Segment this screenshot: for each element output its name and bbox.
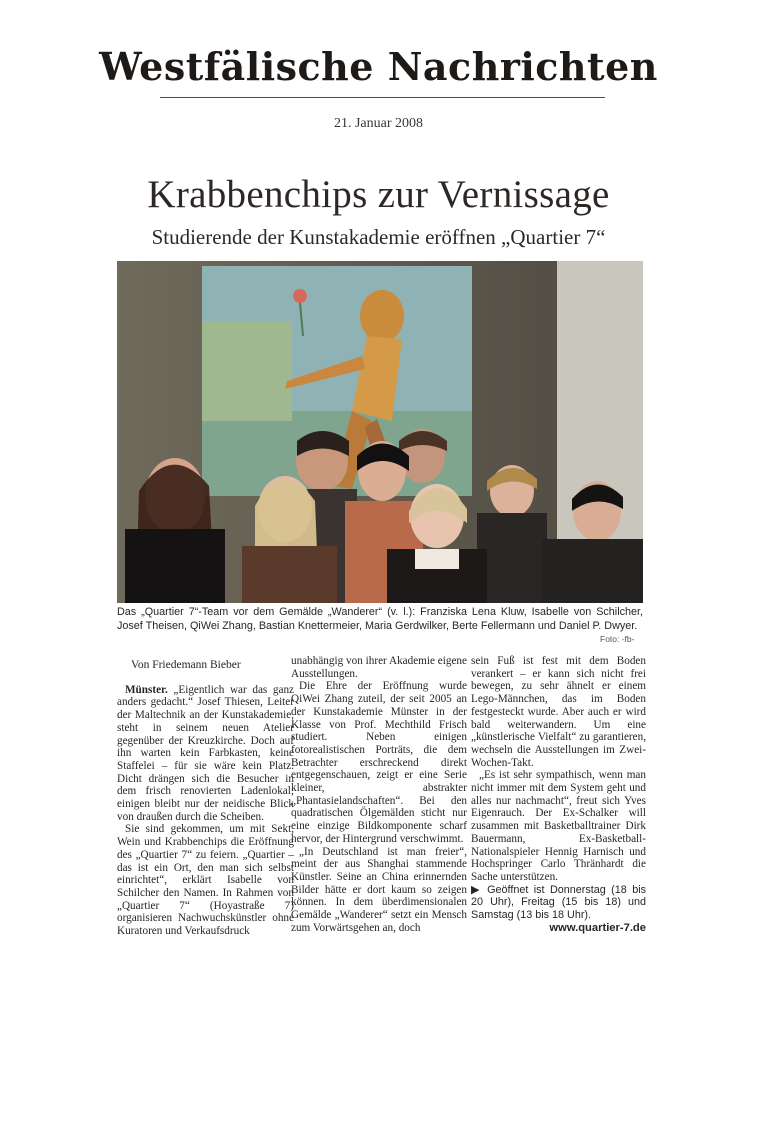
article-column-2 bbox=[291, 655, 467, 934]
photo-caption: Das „Quartier 7“-Team vor dem Gemälde „Wanderer“ (v. l.): Franziska Lena Kluw, Isabelle von Schilcher, Josef Theisen, QiWei Zhang, Bastian Knettermeier, Maria Gerdwilker, Berte Fellermann und Daniel P. Dwyer. bbox=[117, 606, 643, 632]
paragraph-text: „Eigentlich war das ganz anders gedacht.“ Josef Thiesen, Leiter der Maltechnik an der Kunstakademie, steht in seinem neuen Atelier gegenüber der Kreuzkirche. Doch auf ihn warten kein Farbkasten, keine Staffelei – für sie wäre kein Platz. Dicht drängen sich die Besucher in dem frisch renovierten Ladenlokal; einigen bleibt nur der neidische Blick von draußen durch die Scheiben. bbox=[117, 683, 295, 823]
website-url[interactable]: www.quartier-7.de bbox=[549, 921, 646, 934]
article-paragraph: unabhängig von ihrer Akademie eigene Ausstellungen. bbox=[291, 655, 467, 680]
opening-hours: ▶ Geöffnet ist Donnerstag (18 bis 20 Uhr), Freitag (15 bis 18) und Samstag (13 bis 18 Uhr). bbox=[471, 883, 646, 922]
article-paragraph: „In Deutschland ist man freier“, meint der aus Shanghai stammende Künstler. Seine an China erinnernden Bilder hätte er dort kaum so zeigen können. In dem überdimensionalen Gemälde „Wanderer“ setzt ein Mensch zum Vorwärtsgehen an, doch bbox=[291, 845, 467, 934]
newspaper-masthead: Westfälische Nachrichten bbox=[99, 44, 658, 89]
article-paragraph bbox=[117, 684, 294, 824]
article-column-3 bbox=[471, 655, 646, 934]
publication-date: 21. Januar 2008 bbox=[333, 116, 424, 131]
article-paragraph: Die Ehre der Eröffnung wurde QiWei Zhang zuteil, der seit 2005 an der Kunstakademie Münster in der Klasse von Prof. Mechthild Frisch studiert. Neben einigen fotorealistischen Porträts, die dem Betrachter erschreckend direkt entgegenschauen, zeigt er eine Serie kleiner, abstrakter „Phantasielandschaften“. Bei den quadratischen Ölgemälden sticht nur eine einzige Bildkomponente scharf hervor, der Hintergrund verschwimmt. bbox=[291, 680, 467, 845]
dateline: Münster. bbox=[125, 683, 168, 696]
article-paragraph: „Es ist sehr sympathisch, wenn man nicht immer mit dem System geht und alles nur nachmacht“, freut sich Yves Eigenrauch. Der Ex-Schalker will zusammen mit Basketballtrainer Dirk Bauermann, Ex-Basketball-Nationalspieler Hennig Harnisch und Hochspringer Carlo Thränhardt die Sache unterstützen. bbox=[471, 769, 646, 883]
article-headline: Krabbenchips zur Vernissage bbox=[147, 173, 610, 216]
group-photo-illustration bbox=[117, 261, 643, 603]
group-photo bbox=[117, 261, 643, 603]
article-subheadline: Studierende der Kunstakademie eröffnen „Quartier 7“ bbox=[151, 225, 606, 249]
article-paragraph: Sie sind gekommen, um mit Sekt, Wein und Krabbenchips die Eröffnung des „Quartier 7“ zu feiern. „Quartier – das ist ein Ort, den man sich selbst einrichtet“, erklärt Isabelle von Schilcher den Namen. In Rahmen von „Quartier 7“ (Hoyastraße 7) organisieren Nachwuchskünstler ohne Kuratoren und Verkaufsdruck bbox=[117, 823, 294, 938]
masthead-rule bbox=[160, 97, 605, 98]
website-line bbox=[471, 922, 646, 935]
photo-credit: Foto: -fb- bbox=[600, 634, 635, 644]
article-column-1 bbox=[117, 655, 294, 938]
author-byline: Von Friedemann Bieber bbox=[131, 659, 241, 671]
article-paragraph: sein Fuß ist fest mit dem Boden verankert – er kann sich nicht frei bewegen, zu sehr ähnelt er einem Lego-Männchen, das im Boden festgesteckt wurde. Aber auch er wird bald weiterwandern. Um eine „künstlerische Vielfalt“ zu garantieren, wechseln die Ausstellungen im Zwei-Wochen-Takt. bbox=[471, 655, 646, 769]
